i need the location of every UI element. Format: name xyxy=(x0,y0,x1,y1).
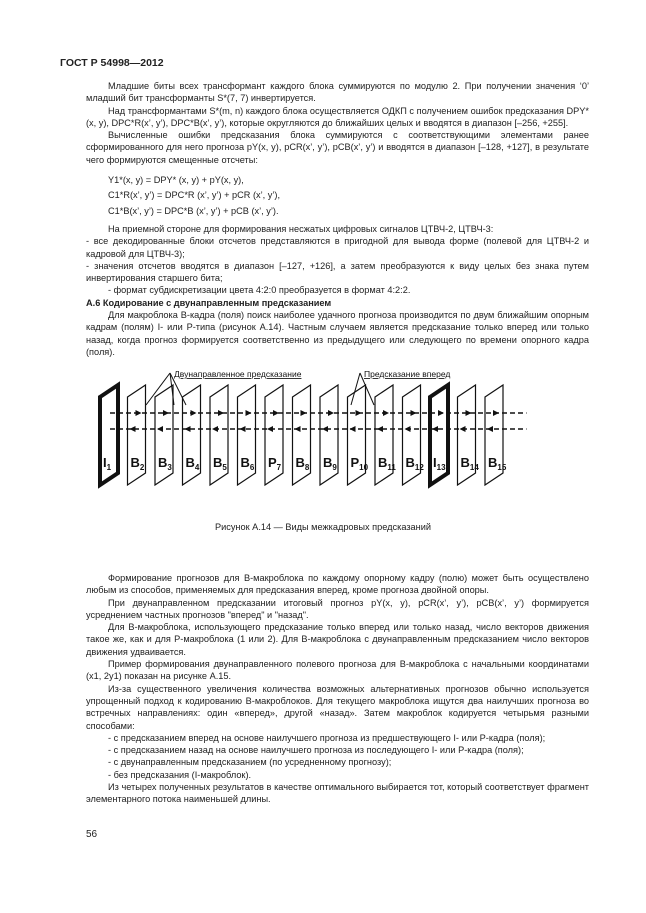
paragraph: Для макроблока B-кадра (поля) поиск наиболее удачного прогноза производится по двум ближайшим опорным кадрам (полям) I- или P-типа (рисунок А.14). Частным случаем является предсказание только вперед или только назад, когда прогноз формируется соответственно из предыдущего или следующего по времени опорного кадра (поля). xyxy=(86,310,589,357)
paragraph: Из-за существенного увеличения количества возможных альтернативных прогнозов обычно используется упрощенный подход к кодированию B-макроблоков. Для текущего макроблока ищутся два наилучших прогноза во встречных направлениях: один «вперед», другой «назад». Затем макроблок кодируется четырьмя разными способами: xyxy=(86,683,589,731)
list-item: - с предсказанием назад на основе наилучшего прогноза из последующего I- или P-кадра (поля); xyxy=(108,745,524,756)
list-item: - значения отсчетов вводятся в диапазон [–127, +126], а затем преобразуются к виду целых без знака путем инвертирования старшего бита; xyxy=(86,260,589,284)
frame-label: $I_{13}$ xyxy=(433,455,446,472)
list-item: - формат субдискретизации цвета 4:2:0 преобразуется в формат 4:2:2. xyxy=(108,285,411,296)
list-item: - все декодированные блоки отсчетов представляются в пригодной для вывода форме (полевой для ЦТВЧ-2 и кадровой для ЦТВЧ-3); xyxy=(86,236,589,259)
text-block-3 xyxy=(86,572,589,806)
equation: C1*R(x’, y’) = DPC*R (x’, y’) + pCR (x’, y’), xyxy=(108,190,281,201)
equation: Y1*(x, y) = DPY* (x, y) + pY(x, y), xyxy=(108,175,244,186)
frame-label: $I_1$ xyxy=(103,455,112,472)
frame-label: $B_6$ xyxy=(240,455,255,472)
figure-caption: Рисунок А.14 — Виды межкадровых предсказаний xyxy=(214,522,432,532)
frame-label: $P_7$ xyxy=(268,455,282,472)
section-title: А.6 Кодирование с двунаправленным предсказанием xyxy=(86,297,332,308)
paragraph: Из четырех полученных результатов в качестве оптимального выбирается тот, который соответствует фрагмент элементарного потока наименьшей длины. xyxy=(86,782,589,805)
frame-label: $B_4$ xyxy=(185,455,200,472)
frame-label: $P_{10}$ xyxy=(350,455,369,472)
equation: C1*B(x’, y’) = DPC*B (x’, y’) + pCB (x’, y’). xyxy=(108,205,279,216)
list-item: - с предсказанием вперед на основе наилучшего прогноза из предшествующего I- или P-кадра (поля); xyxy=(108,732,546,743)
frame-label: $B_5$ xyxy=(213,455,227,472)
paragraph: Вычисленные ошибки предсказания блока суммируются с соответствующими элементами ранее сформированного для него прогноза pY(x, y), pCR(x’, y’), pCB(x’, y’) и вводятся в диапазон [–128, +127], в результате чего формируются смещенные отсчеты: xyxy=(86,130,589,165)
frame-label: $B_2$ xyxy=(130,455,145,472)
frame-label: $B_{14}$ xyxy=(460,455,479,472)
frame-label: $B_8$ xyxy=(295,455,310,472)
paragraph: Младшие биты всех трансформант каждого блока суммируются по модулю 2. При получении значения ‘0’ младший бит трансформанты S*(7, 7) инвертируется. xyxy=(86,81,589,104)
frame-label: $B_3$ xyxy=(158,455,172,472)
label-bidirectional: Двунаправленное предсказание xyxy=(174,369,302,379)
frame-label: $B_{15}$ xyxy=(488,455,507,472)
list-item: - с двунаправленным предсказанием (по усредненному прогнозу); xyxy=(108,757,392,768)
paragraph: Пример формирования двунаправленного полевого прогноза для B-макроблока с начальными координатами (x1, 2y1) показан на рисунке А.15. xyxy=(86,659,589,682)
page-number: 56 xyxy=(86,829,98,840)
paragraph: Над трансформантами S*(m, n) каждого блока осуществляется ОДКП с получением ошибок предсказания DPY*(x, y), DPC*R(x’, y’), DPC*B(x’, y’), которые округляются до ближайших целых и вводятся в диапазон [–256, +255]. xyxy=(86,105,589,128)
paragraph: Для B-макроблока, использующего предсказание только вперед или только назад, число векторов движения такое же, как и для P-макроблока (1 или 2). Для B-макроблока с двунаправленным предсказанием число векторов движения удваивается. xyxy=(86,622,589,657)
frame-label: $B_9$ xyxy=(323,455,337,472)
paragraph: При двунаправленном предсказании итоговый прогноз pY(x, y), pCR(x’, y’), pCB(x’, y’) формируется усреднением частных прогнозов "вперед" и "назад". xyxy=(86,597,589,620)
document-header: ГОСТ Р 54998—2012 xyxy=(60,57,164,69)
frame-sequence xyxy=(100,385,507,485)
paragraph: Формирование прогнозов для B-макроблока по каждому опорному кадру (полю) может быть осуществлено любым из способов, применяемых для предсказания вперед, кроме прогноза двойной опоры. xyxy=(86,573,589,596)
frame-label: $B_{11}$ xyxy=(378,455,396,472)
paragraph: На приемной стороне для формирования несжатых цифровых сигналов ЦТВЧ-2, ЦТВЧ-3: xyxy=(108,223,494,234)
text-block-1 xyxy=(86,80,589,358)
label-forward: Предсказание вперед xyxy=(364,369,451,379)
list-item: - без предсказания (I-макроблок). xyxy=(108,769,252,780)
frame-prediction-figure xyxy=(96,365,546,515)
frame-label: $B_{12}$ xyxy=(405,455,424,472)
